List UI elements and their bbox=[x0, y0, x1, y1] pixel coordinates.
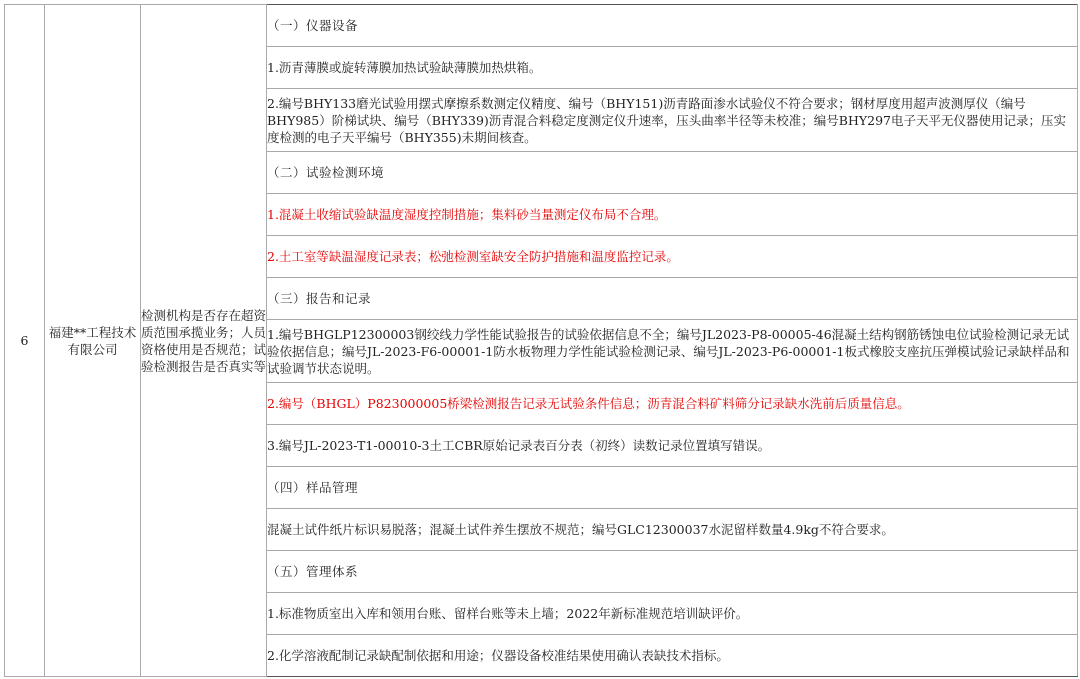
issue-cell bbox=[267, 425, 1078, 467]
company-name-cell bbox=[45, 5, 141, 677]
issue-cell bbox=[267, 5, 1078, 47]
issue-cell bbox=[267, 467, 1078, 509]
row-index: 6 bbox=[20, 333, 29, 348]
section-heading: （五）管理体系 bbox=[267, 564, 359, 579]
issue-text: 1.标准物质室出入库和领用台账、留样台账等未上墙；2022年新标准规范培训缺评价。 bbox=[267, 606, 749, 621]
issue-cell bbox=[267, 236, 1078, 278]
issue-text: 2.编号（BHGL）P823000005桥梁检测报告记录无试验条件信息；沥青混合料矿料筛分记录缺水洗前后质量信息。 bbox=[267, 396, 910, 411]
row-index-cell bbox=[5, 5, 45, 677]
issue-cell bbox=[267, 635, 1078, 677]
issue-cell bbox=[267, 194, 1078, 236]
issue-cell bbox=[267, 278, 1078, 320]
issue-cell bbox=[267, 89, 1078, 152]
issue-text: 2.编号BHY133磨光试验用摆式摩擦系数测定仪精度、编号（BHY151)沥青路面渗水试验仪不符合要求；钢材厚度用超声波测厚仪（编号BHY985）阶梯试块、编号（BHY339)沥青混合料稳定度测定仪升速率，压头曲率半径等未校准；编号BHY297电子天平无仪器使用记录；压实度检测的电子天平编号（BHY355)未期间核查。 bbox=[267, 95, 1066, 145]
table-row bbox=[5, 5, 1078, 47]
section-heading: （二）试验检测环境 bbox=[267, 165, 385, 180]
issue-text: 2.化学溶液配制记录缺配制依据和用途；仪器设备校准结果使用确认表缺技术指标。 bbox=[267, 648, 729, 663]
section-heading: （三）报告和记录 bbox=[267, 291, 372, 306]
issue-cell bbox=[267, 320, 1078, 383]
issue-cell bbox=[267, 47, 1078, 89]
issue-text: 3.编号JL-2023-T1-00010-3土工CBR原始记录表百分表（初终）读数记录位置填写错误。 bbox=[267, 438, 771, 453]
section-heading: （一）仪器设备 bbox=[267, 18, 359, 33]
issue-cell bbox=[267, 152, 1078, 194]
section-heading: （四）样品管理 bbox=[267, 480, 359, 495]
issue-cell bbox=[267, 551, 1078, 593]
issue-cell bbox=[267, 593, 1078, 635]
check-content: 检测机构是否存在超资质范围承揽业务；人员资格使用是否规范；试验检测报告是否真实等 bbox=[141, 307, 267, 374]
issue-text: 混凝土试件纸片标识易脱落；混凝土试件养生摆放不规范；编号GLC12300037水泥留样数量4.9kg不符合要求。 bbox=[267, 522, 894, 537]
issue-cell bbox=[267, 509, 1078, 551]
issue-cell bbox=[267, 383, 1078, 425]
check-content-cell bbox=[141, 5, 267, 677]
issue-text: 1.沥青薄膜或旋转薄膜加热试验缺薄膜加热烘箱。 bbox=[267, 60, 542, 75]
issue-text: 2.土工室等缺温湿度记录表；松弛检测室缺安全防护措施和温度监控记录。 bbox=[267, 249, 679, 264]
issue-text: 1.编号BHGLP12300003钢绞线力学性能试验报告的试验依据信息不全；编号JL2023-P8-00005-46混凝土结构钢筋锈蚀电位试验检测记录无试验依据信息；编号JL-2023-F6-00001-1防水板物理力学性能试验检测记录、编号JL-2023-P6-00001-1板式橡胶支座抗压弹模试验记录缺样品和试验调节状态说明。 bbox=[267, 326, 1070, 376]
issue-text: 1.混凝土收缩试验缺温度湿度控制措施；集料砂当量测定仪布局不合理。 bbox=[267, 207, 667, 222]
company-name: 福建**工程技术有限公司 bbox=[48, 324, 137, 357]
inspection-table bbox=[4, 4, 1078, 677]
